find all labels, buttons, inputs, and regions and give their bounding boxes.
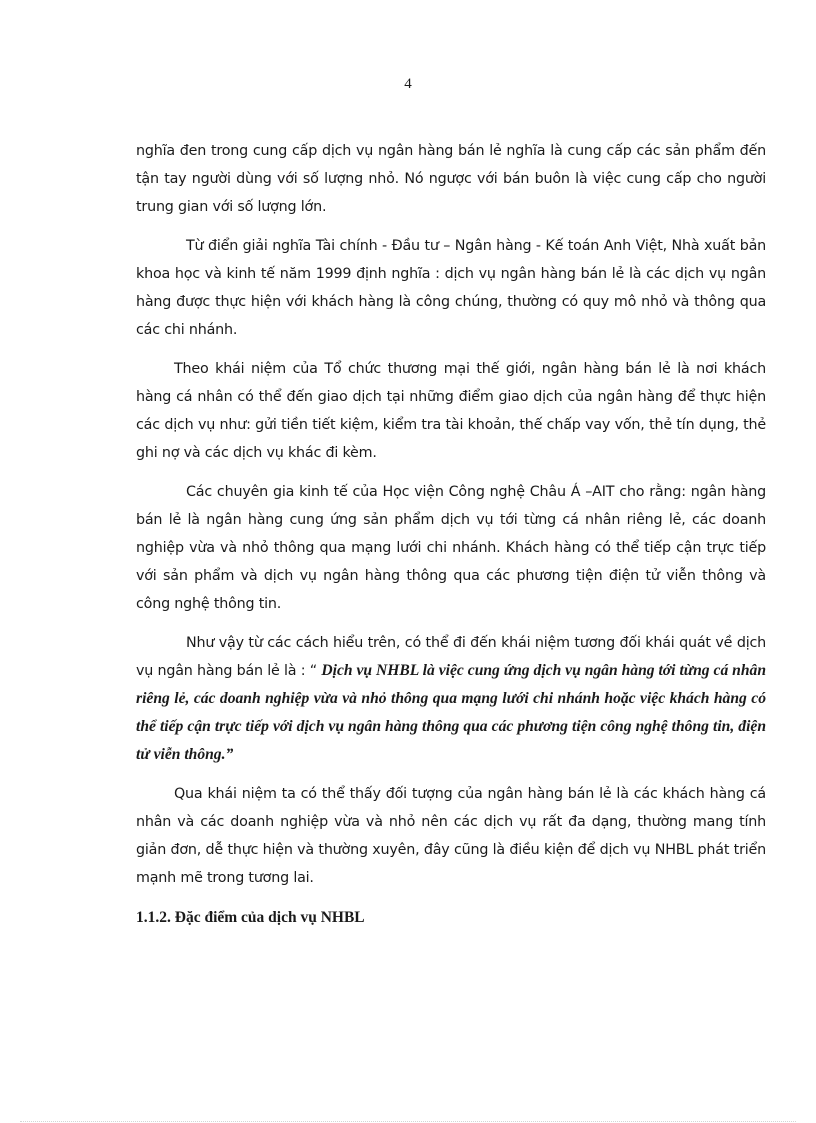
paragraph-wto-definition: Theo khái niệm của Tổ chức thương mại thế giới, ngân hàng bán lẻ là nơi khách hàng cá nhân có thể đến giao dịch tại những điểm giao dịch của ngân hàng để thực hiện các dịch vụ như: gửi tiền tiết kiệm, kiểm tra tài khoản, thế chấp vay vốn, thẻ tín dụng, thẻ ghi nợ và các dịch vụ khác đi kèm. [136, 361, 766, 461]
page-bottom-divider [20, 1121, 796, 1122]
definition-intro: Như vậy từ các cách hiểu trên, có thể đi đến khái niệm tương đối khái quát về dịch vụ ngân hàng bán lẻ là : “ [136, 635, 766, 679]
page-number: 4 [404, 76, 412, 92]
paragraph-literal-meaning: nghĩa đen trong cung cấp dịch vụ ngân hàng bán lẻ nghĩa là cung cấp các sản phẩm đến tận tay người dùng với số lượng nhỏ. Nó ngược với bán buôn là việc cung cấp cho người trung gian với số lượng lớn. [136, 143, 766, 215]
paragraph-general-definition [136, 629, 766, 769]
document-body [136, 137, 766, 932]
paragraph-ait-definition: Các chuyên gia kinh tế của Học viện Công nghệ Châu Á –AIT cho rằng: ngân hàng bán lẻ là ngân hàng cung ứng sản phẩm dịch vụ tới từng cá nhân riêng lẻ, các doanh nghiệp vừa và nhỏ thông qua mạng lưới chi nhánh. Khách hàng có thể tiếp cận trực tiếp với sản phẩm và dịch vụ ngân hàng thông qua các phương tiện điện tử viễn thông và công nghệ thông tin. [136, 484, 766, 612]
definition-quote: Dịch vụ NHBL là việc cung ứng dịch vụ ngân hàng tới từng cá nhân riêng lẻ, các doanh nghiệp vừa và nhỏ thông qua mạng lưới chi nhánh hoặc việc khách hàng có thể tiếp cận trực tiếp với dịch vụ ngân hàng thông qua các phương tiện công nghệ thông tin, điện tử viễn thông. [136, 662, 766, 763]
section-heading: 1.1.2. Đặc điểm của dịch vụ NHBL [136, 909, 365, 926]
definition-close-quote: ” [225, 746, 234, 763]
paragraph-dictionary-definition: Từ điển giải nghĩa Tài chính - Đầu tư – Ngân hàng - Kế toán Anh Việt, Nhà xuất bản khoa học và kinh tế năm 1999 định nghĩa : dịch vụ ngân hàng bán lẻ là các dịch vụ ngân hàng được thực hiện với khách hàng là công chúng, thường có quy mô nhỏ và thông qua các chi nhánh. [136, 238, 766, 338]
paragraph-conclusion: Qua khái niệm ta có thể thấy đối tượng của ngân hàng bán lẻ là các khách hàng cá nhân và các doanh nghiệp vừa và nhỏ nên các dịch vụ rất đa dạng, thường mang tính giản đơn, dễ thực hiện và thường xuyên, đây cũng là điều kiện để dịch vụ NHBL phát triển mạnh mẽ trong tương lai. [136, 786, 766, 886]
